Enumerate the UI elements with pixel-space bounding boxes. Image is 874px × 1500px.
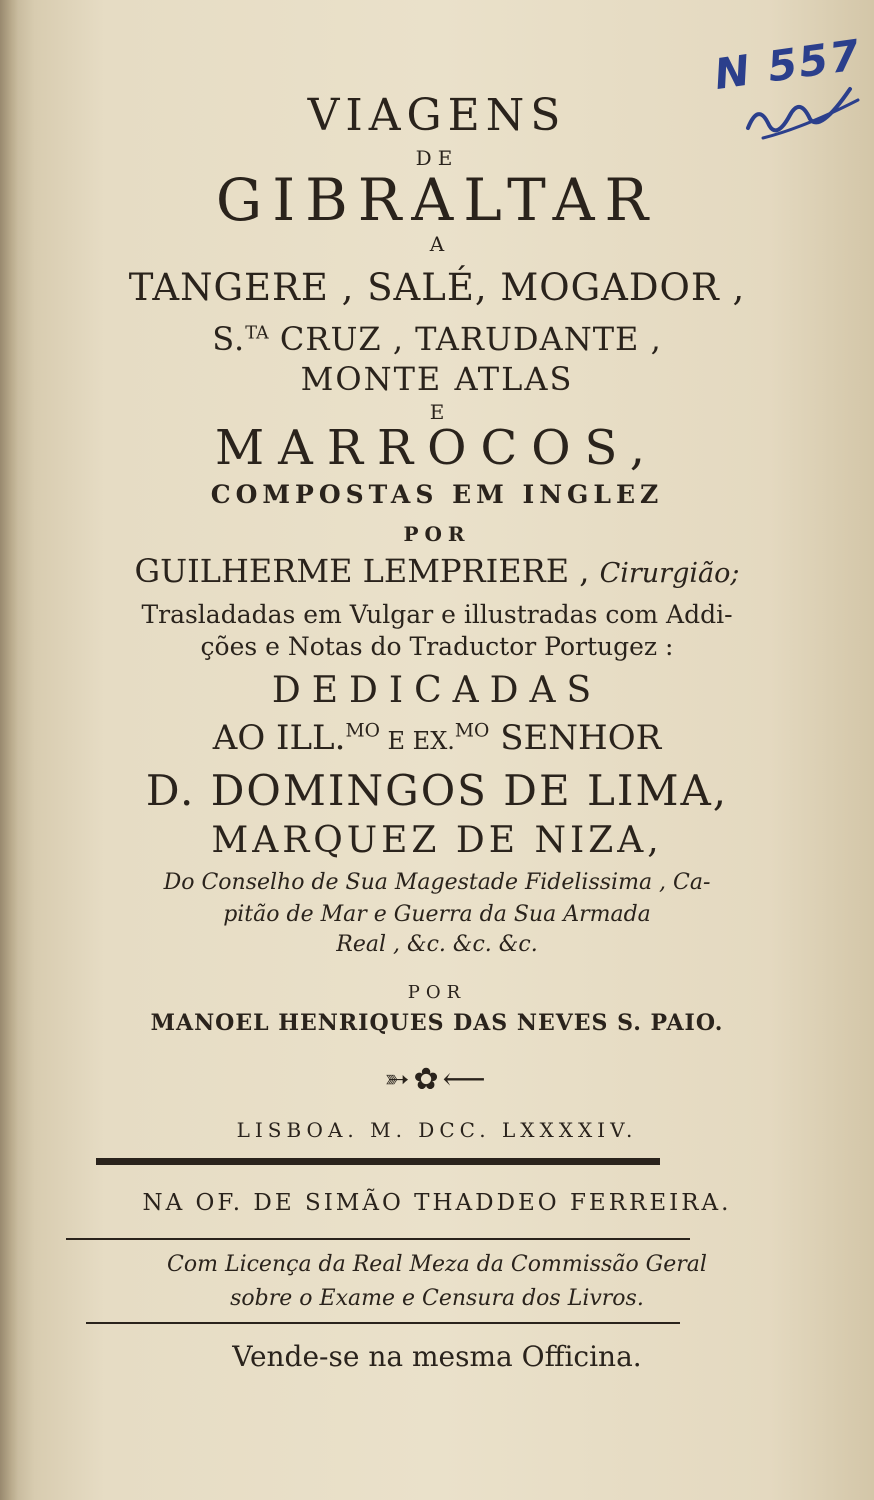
marquez-line: MARQUEZ DE NIZA, bbox=[211, 820, 663, 861]
title-line-places-1: TANGERE , SALÉ, MOGADOR , bbox=[128, 266, 746, 309]
title-line-de: DE bbox=[415, 146, 459, 170]
rule-bottom bbox=[86, 1322, 680, 1324]
place-date-line: LISBOA. M. DCC. LXXXXIV. bbox=[236, 1118, 638, 1142]
translator-line: MANOEL HENRIQUES DAS NEVES S. PAIO. bbox=[150, 1010, 724, 1036]
translation-line-2: ções e Notas do Traductor Portugez : bbox=[200, 632, 674, 661]
por-line-2: POR bbox=[407, 982, 467, 1003]
title-line-places-2: S.$^{TA}$ CRUZ , TARUDANTE , bbox=[212, 320, 662, 358]
conselho-line-1: Do Conselho de Sua Magestade Fidelissima , Ca- bbox=[163, 870, 711, 895]
title-line-e: E bbox=[429, 400, 445, 424]
conselho-line-3: Real , &c. &c. &c. bbox=[336, 932, 538, 957]
conselho-line-2: pitão de Mar e Guerra da Sua Armada bbox=[223, 902, 651, 927]
sale-line: Vende-se na mesma Officina. bbox=[232, 1340, 642, 1373]
composed-line: COMPOSTAS EM INGLEZ bbox=[210, 480, 664, 509]
title-line-a: A bbox=[429, 232, 445, 256]
stamp-number: N 557 bbox=[711, 29, 865, 100]
por-line-1: POR bbox=[403, 522, 471, 546]
title-line-viagens: VIAGENS bbox=[307, 90, 567, 141]
author-line: GUILHERME LEMPRIERE , Cirurgião; bbox=[134, 552, 740, 590]
dedication-line: AO ILL.$^{MO}$ E EX.$^{MO}$ SENHOR bbox=[212, 718, 662, 758]
translation-line-1: Trasladadas em Vulgar e illustradas com Addi- bbox=[141, 600, 733, 629]
dedicatee-name: D. DOMINGOS DE LIMA, bbox=[145, 766, 729, 815]
licence-line-2: sobre o Exame e Censura dos Livros. bbox=[230, 1286, 644, 1311]
printer-line: NA OF. DE SIMÃO THADDEO FERREIRA. bbox=[142, 1190, 732, 1216]
rule-mid bbox=[66, 1238, 690, 1240]
dedicadas-line: DEDICADAS bbox=[271, 670, 603, 711]
title-line-monte-atlas: MONTE ATLAS bbox=[300, 360, 574, 398]
title-line-gibraltar: GIBRALTAR bbox=[215, 166, 659, 234]
double-rule-top bbox=[96, 1158, 660, 1165]
printer-ornament-icon: ➳✿⟵ bbox=[384, 1062, 490, 1097]
licence-line-1: Com Licença da Real Meza da Commissão Geral bbox=[167, 1252, 707, 1277]
title-line-marrocos: MARROCOS, bbox=[215, 420, 659, 476]
